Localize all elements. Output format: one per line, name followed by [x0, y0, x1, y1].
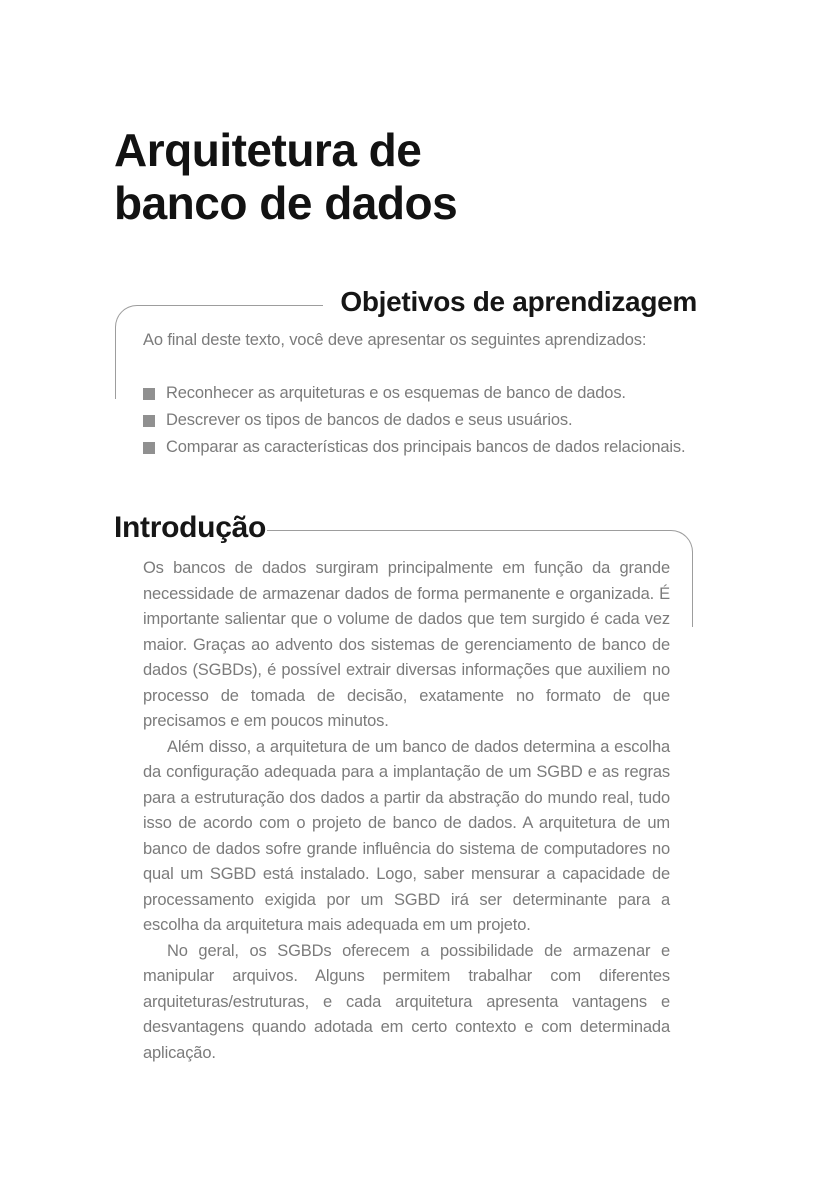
objectives-item-text: Descrever os tipos de bancos de dados e seus usuários.	[166, 411, 573, 429]
chapter-title-line2: banco de dados	[114, 177, 458, 229]
objectives-item-text: Reconhecer as arquiteturas e os esquemas de banco de dados.	[166, 384, 626, 402]
introduction-paragraph-3: No geral, os SGBDs oferecem a possibilidade de armazenar e manipular arquivos. Alguns permitem trabalhar com diferentes arquiteturas/estruturas, e cada arquitetura apresenta vantagens e desvantagens quando adotada em certo contexto e com determinada aplicação.	[143, 941, 670, 1062]
introduction-paragraph-2: Além disso, a arquitetura de um banco de dados determina a escolha da configuração adequada para a implantação de um SGBD e as regras para a estruturação dos dados a partir da abstração do mundo real, tudo isso de acordo com o projeto de banco de dados. A arquitetura de um banco de dados sofre grande influência do sistema de computadores no qual um SGBD está instalado. Logo, saber mensurar a capacidade de processamento exigida por um SGBD irá ser determinante para a escolha da arquitetura mais adequada em um projeto.	[143, 737, 670, 934]
square-bullet-icon	[143, 415, 155, 427]
objectives-list-item	[143, 407, 695, 434]
objectives-list-item	[143, 434, 695, 461]
square-bullet-icon	[143, 442, 155, 454]
introduction-body	[143, 556, 670, 1066]
chapter-title	[114, 124, 457, 230]
objectives-list	[143, 380, 695, 461]
objectives-heading: Objetivos de aprendizagem	[340, 286, 697, 317]
objectives-list-item	[143, 380, 695, 407]
introduction-heading: Introdução	[114, 511, 266, 544]
objectives-item-text: Comparar as características dos principais bancos de dados relacionais.	[166, 438, 686, 456]
objectives-intro-text: Ao final deste texto, você deve apresentar os seguintes aprendizados:	[143, 331, 647, 349]
chapter-title-line1: Arquitetura de	[114, 124, 422, 176]
introduction-paragraph-1: Os bancos de dados surgiram principalmente em função da grande necessidade de armazenar dados de forma permanente e organizada. É importante salientar que o volume de dados que tem surgido é cada vez maior. Graças ao advento dos sistemas de gerenciamento de banco de dados (SGBDs), é possível extrair diversas informações que auxiliem no processo de tomada de decisão, exatamente no formato de que precisamos e em poucos minutos.	[143, 559, 670, 730]
square-bullet-icon	[143, 388, 155, 400]
